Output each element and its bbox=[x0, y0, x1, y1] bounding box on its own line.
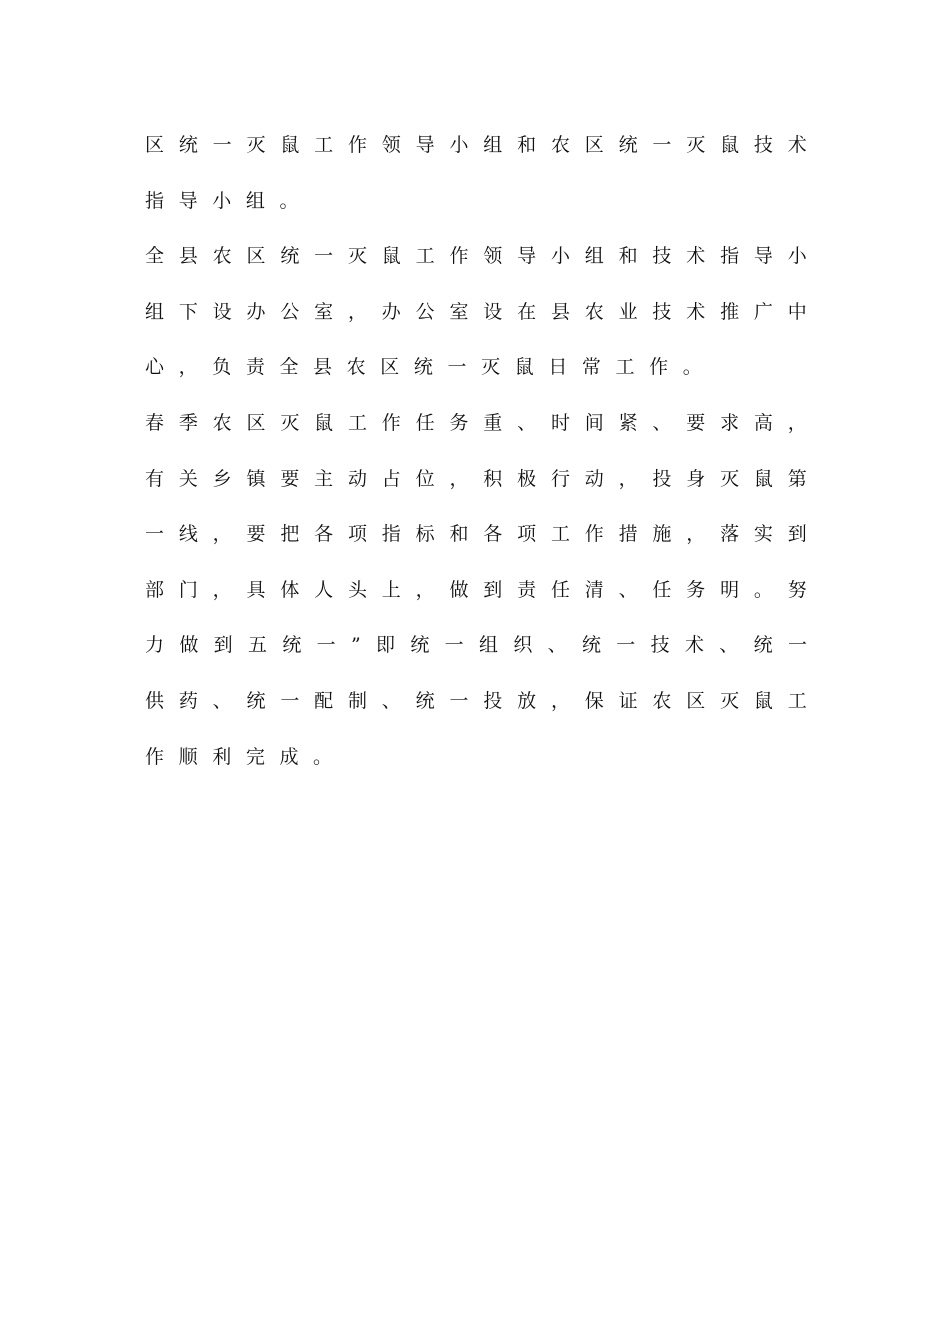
text-line-5: 心 ， 负 责 全 县 农 区 统 一 灭 鼠 日 常 工 作 。 bbox=[145, 356, 702, 378]
text-line-10: 力 做 到 五 统 一 ” 即 统 一 组 织 、 统 一 技 术 、 统 一 bbox=[145, 634, 807, 656]
text-line-2: 指 导 小 组 。 bbox=[145, 190, 299, 212]
text-line-7: 有 关 乡 镇 要 主 动 占 位 ， 积 极 行 动 ， 投 身 灭 鼠 第 bbox=[145, 468, 807, 490]
text-line-1: 区 统 一 灭 鼠 工 作 领 导 小 组 和 农 区 统 一 灭 鼠 技 术 bbox=[145, 134, 807, 156]
text-line-12: 作 顺 利 完 成 。 bbox=[145, 746, 333, 768]
text-line-4: 组 下 设 办 公 室 ， 办 公 室 设 在 县 农 业 技 术 推 广 中 bbox=[145, 301, 807, 323]
text-line-9: 部 门 ， 具 体 人 头 上 ， 做 到 责 任 清 、 任 务 明 。 努 bbox=[145, 579, 807, 601]
text-line-8: 一 线 ， 要 把 各 项 指 标 和 各 项 工 作 措 施 ， 落 实 到 bbox=[145, 523, 807, 545]
text-line-11: 供 药 、 统 一 配 制 、 统 一 投 放 ， 保 证 农 区 灭 鼠 工 bbox=[145, 690, 807, 712]
text-line-6: 春 季 农 区 灭 鼠 工 作 任 务 重 、 时 间 紧 、 要 求 高 ， bbox=[145, 412, 807, 434]
text-line-3: 全 县 农 区 统 一 灭 鼠 工 作 领 导 小 组 和 技 术 指 导 小 bbox=[145, 245, 807, 267]
